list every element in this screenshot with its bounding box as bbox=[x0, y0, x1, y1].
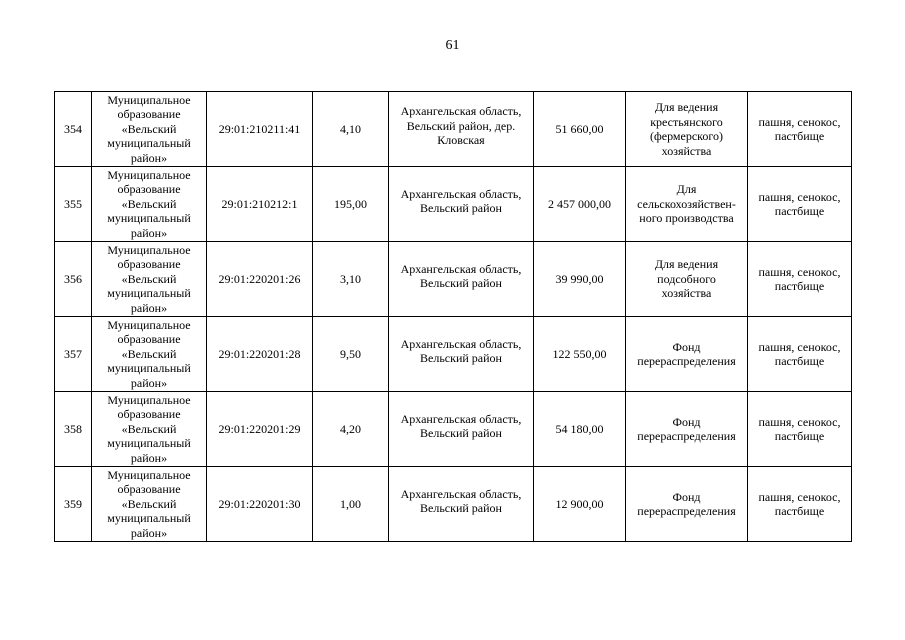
purpose-text: Для сельскохозяйствен- ного производства bbox=[637, 182, 736, 226]
owner-cell: Муниципальное образование «Вельский муниципальный район» bbox=[92, 467, 207, 542]
location-cell bbox=[389, 92, 534, 167]
owner-cell: Муниципальное образование «Вельский муниципальный район» bbox=[92, 167, 207, 242]
location-text: Архангельская область, Вельский район, дер. Кловская bbox=[400, 104, 522, 148]
cadastral-number-cell: 29:01:210211:41 bbox=[207, 92, 313, 167]
table-row bbox=[55, 467, 852, 542]
purpose-cell bbox=[626, 92, 748, 167]
price-cell: 54 180,00 bbox=[534, 392, 626, 467]
owner-cell: Муниципальное образование «Вельский муниципальный район» bbox=[92, 92, 207, 167]
land-use-cell: пашня, сенокос, пастбище bbox=[748, 317, 852, 392]
area-cell: 4,10 bbox=[313, 92, 389, 167]
cadastral-number-cell: 29:01:210212:1 bbox=[207, 167, 313, 242]
location-text: Архангельская область, Вельский район bbox=[400, 411, 522, 440]
land-use-cell: пашня, сенокос, пастбище bbox=[748, 467, 852, 542]
purpose-text: Фонд перераспределения bbox=[637, 414, 736, 443]
cadastral-number-cell: 29:01:220201:29 bbox=[207, 392, 313, 467]
land-use-cell: пашня, сенокос, пастбище bbox=[748, 392, 852, 467]
table-row bbox=[55, 92, 852, 167]
price-cell: 12 900,00 bbox=[534, 467, 626, 542]
location-text: Архангельская область, Вельский район bbox=[400, 186, 522, 215]
purpose-text: Для ведения крестьянского (фермерского) хозяйства bbox=[649, 100, 723, 158]
row-number-cell: 357 bbox=[55, 317, 92, 392]
owner-cell: Муниципальное образование «Вельский муниципальный район» bbox=[92, 392, 207, 467]
price-cell: 51 660,00 bbox=[534, 92, 626, 167]
table-row bbox=[55, 242, 852, 317]
location-text: Архангельская область, Вельский район bbox=[400, 486, 522, 515]
row-number-cell: 358 bbox=[55, 392, 92, 467]
location-cell bbox=[389, 242, 534, 317]
location-text: Архангельская область, Вельский район bbox=[400, 336, 522, 365]
row-number-cell: 356 bbox=[55, 242, 92, 317]
price-cell: 2 457 000,00 bbox=[534, 167, 626, 242]
purpose-text: Фонд перераспределения bbox=[637, 489, 736, 518]
cadastral-number-cell: 29:01:220201:30 bbox=[207, 467, 313, 542]
location-cell bbox=[389, 392, 534, 467]
row-number-cell: 359 bbox=[55, 467, 92, 542]
area-cell: 4,20 bbox=[313, 392, 389, 467]
row-number-cell: 355 bbox=[55, 167, 92, 242]
table-row bbox=[55, 317, 852, 392]
owner-cell: Муниципальное образование «Вельский муниципальный район» bbox=[92, 242, 207, 317]
area-cell: 195,00 bbox=[313, 167, 389, 242]
area-cell: 1,00 bbox=[313, 467, 389, 542]
purpose-cell bbox=[626, 467, 748, 542]
purpose-text: Фонд перераспределения bbox=[637, 339, 736, 368]
cadastral-number-cell: 29:01:220201:26 bbox=[207, 242, 313, 317]
purpose-cell bbox=[626, 317, 748, 392]
purpose-cell bbox=[626, 167, 748, 242]
location-cell bbox=[389, 467, 534, 542]
table-row bbox=[55, 167, 852, 242]
land-use-cell: пашня, сенокос, пастбище bbox=[748, 242, 852, 317]
area-cell: 9,50 bbox=[313, 317, 389, 392]
price-cell: 122 550,00 bbox=[534, 317, 626, 392]
location-cell bbox=[389, 167, 534, 242]
land-plots-table bbox=[54, 91, 852, 542]
location-text: Архангельская область, Вельский район bbox=[400, 261, 522, 290]
cadastral-number-cell: 29:01:220201:28 bbox=[207, 317, 313, 392]
purpose-cell bbox=[626, 392, 748, 467]
price-cell: 39 990,00 bbox=[534, 242, 626, 317]
purpose-cell bbox=[626, 242, 748, 317]
purpose-text: Для ведения подсобного хозяйства bbox=[654, 257, 719, 301]
area-cell: 3,10 bbox=[313, 242, 389, 317]
page-number: 61 bbox=[445, 38, 460, 53]
table-row bbox=[55, 392, 852, 467]
land-use-cell: пашня, сенокос, пастбище bbox=[748, 92, 852, 167]
location-cell bbox=[389, 317, 534, 392]
land-use-cell: пашня, сенокос, пастбище bbox=[748, 167, 852, 242]
row-number-cell: 354 bbox=[55, 92, 92, 167]
owner-cell: Муниципальное образование «Вельский муниципальный район» bbox=[92, 317, 207, 392]
